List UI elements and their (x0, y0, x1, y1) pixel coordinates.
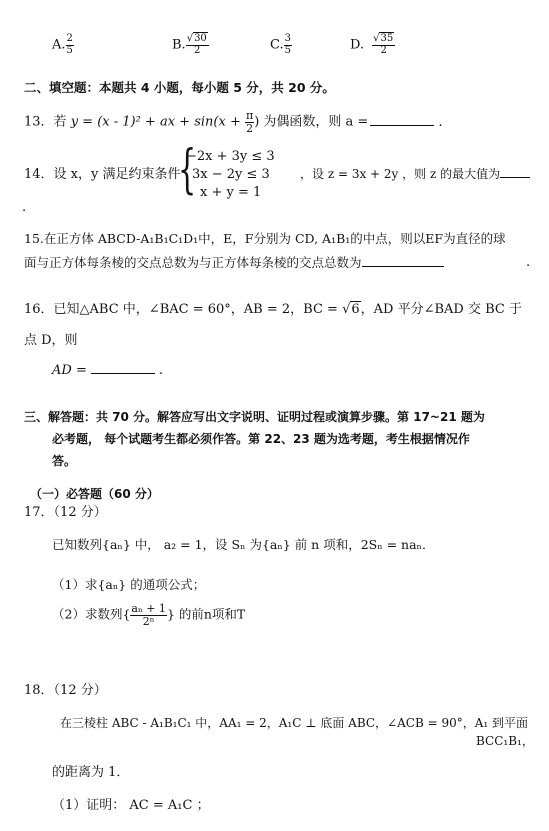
q15-line2 (24, 255, 444, 270)
q13-answer-blank[interactable] (370, 125, 434, 126)
choice-c-fraction: $\frac{3}{5}$ (284, 33, 291, 56)
q14-answer-blank[interactable] (500, 177, 530, 178)
q18-line1: 在三棱柱 ABC - A₁B₁C₁ 中，AA₁ = 2，A₁C ⊥ 底面 ABC，∠ACB = 90°，A₁ 到平面 (60, 716, 529, 730)
q16-sqrt: √6 (342, 302, 360, 317)
q15-end: . (526, 255, 531, 270)
q13-tail: ) 为偶函数，则 a = (254, 114, 369, 130)
choice-b-fraction: $\frac{√30}{2}$ (186, 33, 207, 56)
q15-line2-text: 面与正方体每条棱的交点总数为与正方体每条棱的交点总数为 (24, 255, 362, 270)
q16-ad-label: AD = (52, 363, 87, 378)
q16-answer-blank[interactable] (91, 373, 155, 374)
q14-brace-icon: { (178, 140, 197, 200)
q18-line2: BCC₁B₁， (476, 734, 534, 748)
question-13 (24, 110, 442, 134)
q17-sub2-fraction: $\frac{\text{aₙ + 1}}{\text{2ⁿ}}$ (131, 602, 166, 628)
q17-stem: 已知数列{aₙ} 中， a₂ = 1，设 Sₙ 为{aₙ} 前 n 项和，2Sₙ = naₙ． (52, 537, 435, 552)
q14-tail: ，设 z = 3x + 2y ，则 z 的最大值为 (300, 167, 501, 181)
q17-sub2a: （2）求数列{ (52, 606, 131, 622)
section3-line3: 答。 (52, 454, 77, 468)
q17-sub1: （1）求{aₙ} 的通项公式； (52, 577, 206, 592)
q14-dot: . (22, 200, 27, 215)
q13-expr: y = (x - 1)² + ax + sin(x + (70, 114, 245, 130)
choice-b (172, 34, 209, 56)
q13-prefix: 13．若 (24, 114, 71, 130)
choice-c (270, 34, 292, 56)
section2-heading: 二、填空题：本题共 4 小题，每小题 5 分，共 20 分。 (24, 80, 335, 95)
q16-line2: 点 D，则 (24, 333, 78, 348)
q14-constraint-2: 3x − 2y ≤ 3 (192, 167, 270, 182)
section3-line1: 三、解答题：共 70 分。解答应写出文字说明、证明过程或演算步骤。第 17~21 题为 (24, 410, 485, 424)
q17-title: 17．（12 分） (24, 505, 107, 520)
choice-a (52, 34, 74, 56)
q18-line3: 的距离为 1． (52, 765, 130, 780)
choice-a-fraction: $\frac{2}{5}$ (66, 33, 73, 56)
choice-b-label: B. (172, 37, 186, 53)
q14-constraint-3: x + y = 1 (200, 185, 262, 200)
q16-line1b: ，AD 平分∠BAD 交 BC 于 (360, 302, 522, 317)
part1-heading: （一）必答题（60 分） (30, 487, 159, 501)
q17-sub2b: } 的前n项和T (166, 606, 246, 622)
q14-constraint-1: −2x + 3y ≤ 3 (186, 149, 275, 164)
q15-line1: 15.在正方体 ABCD-A₁B₁C₁D₁中，E，F分别为 CD, A₁B₁的中点，则以EF为直径的球 (24, 231, 506, 246)
choice-d-fraction: $\frac{√35}{2}$ (373, 33, 394, 56)
choice-d-label: D. (350, 37, 365, 53)
q13-pi-fraction: $\frac{\pi}{2}$ (245, 109, 254, 135)
q16-line1 (24, 302, 522, 318)
q14-constraints (186, 148, 275, 202)
q18-title: 18．（12 分） (24, 683, 107, 698)
choice-c-label: C. (270, 37, 284, 53)
q14-tail-line (300, 167, 530, 183)
choice-a-label: A. (52, 37, 66, 53)
q16-end: . (158, 363, 163, 378)
choice-d (350, 34, 395, 56)
q18-sub1: （1）证明： AC = A₁C ； (52, 798, 210, 813)
q13-end: . (438, 114, 443, 130)
q16-line3 (52, 363, 163, 379)
q16-line1a: 16．已知△ABC 中，∠BAC = 60°，AB = 2，BC = (24, 302, 343, 317)
q17-sub2 (52, 603, 245, 627)
q15-answer-blank[interactable] (362, 266, 444, 267)
q14-prefix: 14．设 x，y 满足约束条件 (24, 167, 181, 182)
section3-line2: 必考题， 每个试题考生都必须作答。第 22、23 题为选考题，考生根据情况作 (52, 432, 470, 446)
